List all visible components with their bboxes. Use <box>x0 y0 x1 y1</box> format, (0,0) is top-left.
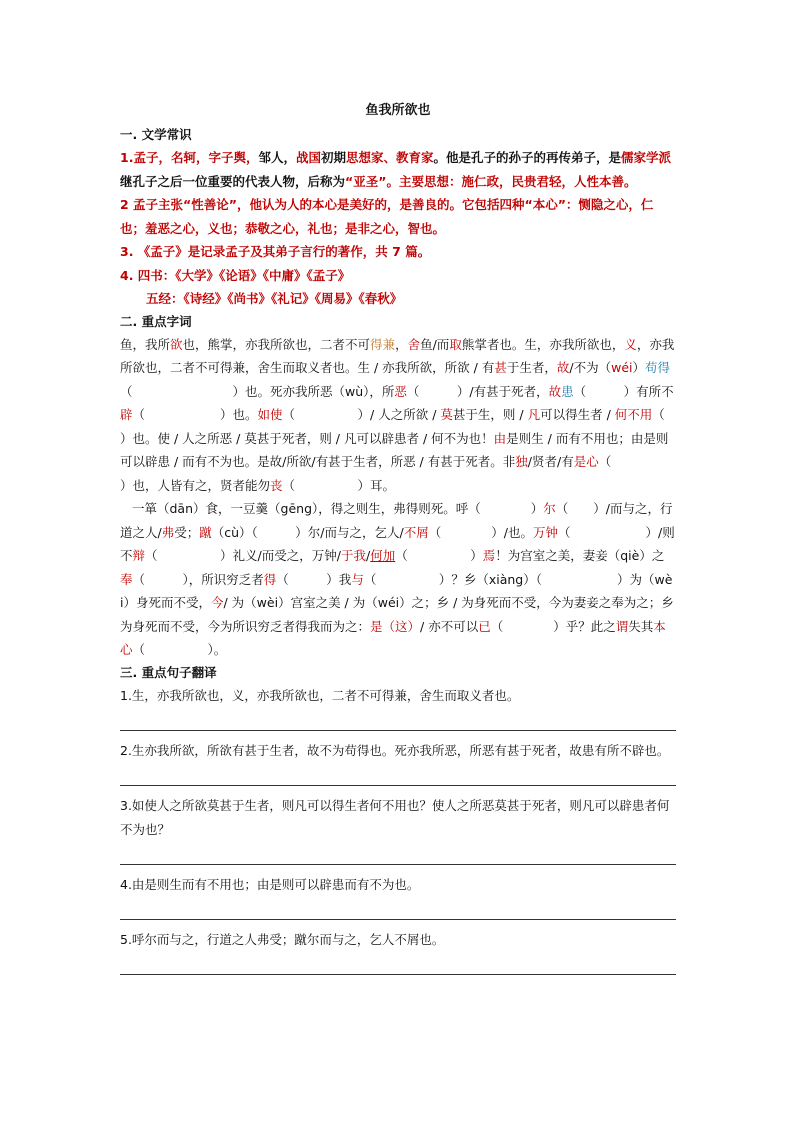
translation-sentence-3: 3.如使人之所欲莫甚于生者，则凡可以得生者何不用也？使人之所恶莫甚于死者，则凡可以辟患者何不为也？ <box>120 797 670 837</box>
text-run: 恶 <box>394 383 407 399</box>
text-run: 。主要思想： <box>386 173 462 189</box>
literature-paragraph-3: 3. 《孟子》是记录孟子及其弟子言行的著作，共 7 篇。 <box>120 244 431 259</box>
text-run: （ ）/ 人之所欲 / <box>282 407 441 422</box>
literature-paragraph-1 <box>120 146 676 193</box>
text-run: 不屑 <box>403 524 429 540</box>
text-run: 得兼 <box>370 336 396 352</box>
text-run: 继孔子之后一位重要的代表人物，后称为 <box>120 173 346 189</box>
text-run: 甚于生，则 / <box>452 407 528 422</box>
text-run: 何加 <box>370 548 396 563</box>
keywords-paragraph-1 <box>120 333 740 498</box>
text-run: 受； <box>174 524 200 540</box>
section-heading-keywords: 二. 重点字词 <box>120 313 192 329</box>
text-run: 凡 <box>527 407 541 422</box>
text-run: / 亦不可以 <box>420 618 479 634</box>
text-run: （ ）乎？此之 <box>490 618 616 634</box>
text-run: / 为（wèi）宫室之美 / 为（wéi）之；乡 / 为身死而不受，今为妻妾之奉为之；乡为身死而不受，今为所识穷乏者得我而为之： <box>120 595 674 634</box>
translation-sentence-1: 1.生，亦我所欲也，义，亦我所欲也，二者不可得兼，舍生而取义者也。 <box>120 687 520 703</box>
text-run: /贤者/有 <box>527 454 574 469</box>
text-run: （ ）礼义/而受之，万钟/ <box>145 548 341 563</box>
text-run: 也，熊掌，亦我所欲也，二者不可 <box>182 336 371 352</box>
five-classics-line: 五经：《诗经》《尚书》《礼记》《周易》《春秋》 <box>146 291 403 306</box>
text-run: （ ）也。 <box>132 407 258 422</box>
text-run: 丧 <box>270 477 283 493</box>
text-run: 苟得 <box>645 360 671 375</box>
text-run: （ ）/有甚于死者， <box>406 383 549 399</box>
text-run: 得 <box>263 571 277 587</box>
text-run: 儒家学派 <box>621 150 672 165</box>
worksheet-page <box>120 100 740 983</box>
text-run: 故 <box>548 383 562 399</box>
text-run: ，亦我所欲也，二者不可得兼，舍生而取义者也。生 / 亦我所欲，所欲 / 有 <box>120 336 675 375</box>
text-run: （ ）也。使 / 人之所恶 / 莫甚于死者，则 / 凡可以辟患者 / 何不为也！ <box>120 407 740 446</box>
text-run: 奉 <box>120 571 133 587</box>
literature-paragraph-2 <box>120 193 676 240</box>
text-run: 鱼/而 <box>420 336 450 352</box>
text-run: wéi <box>611 360 633 375</box>
answer-line-5[interactable] <box>120 952 676 975</box>
text-run: （ ）也。死亦我所恶（wù），所 <box>120 383 395 399</box>
translation-sentence-4: 4.由是则生而有不用也；由是则可以辟患而有不为也。 <box>120 876 420 892</box>
text-run: （ ）我 <box>276 571 352 587</box>
section-heading-literature: 一. 文学常识 <box>120 127 192 142</box>
text-run: 已 <box>478 618 491 634</box>
answer-line-3[interactable] <box>120 842 676 865</box>
text-run: 可以得生者 / <box>540 407 615 422</box>
text-run: 取 <box>449 336 462 352</box>
four-books-line: 4. 四书：《大学》《论语》《中庸》《孟子》 <box>120 267 351 283</box>
text-run: （ ）耳。 <box>282 477 396 493</box>
text-run: 思想家、教育家 <box>346 150 434 165</box>
text-run: 尔 <box>543 501 556 516</box>
text-run: / <box>365 548 371 563</box>
text-run: 辟 <box>120 407 133 422</box>
document-title: 鱼我所欲也 <box>365 103 431 118</box>
text-run: 于我 <box>340 548 366 563</box>
text-run: “亚圣” <box>345 173 387 189</box>
answer-line-1[interactable] <box>120 708 676 731</box>
text-run: （cù）（ ）尔/而与之，乞人/ <box>211 524 404 540</box>
text-run: 本心 <box>120 618 666 657</box>
text-run: 弗 <box>161 524 175 540</box>
text-run: 熊掌者也。生，亦我所欲也， <box>461 336 625 352</box>
text-run: 莫 <box>440 407 453 422</box>
translation-sentence-2: 2.生亦我所欲，所欲有甚于生者，故不为苟得也。死亦我所恶，所恶有甚于死者，故患有所不辟也。 <box>120 742 670 758</box>
text-run: 是则生 / 而有不用也；由是则可以辟患 / 而有不为也。是故/所欲/有甚于生者，所恶 / 有甚于死者。非 <box>120 430 669 469</box>
text-run: （ ）/则不 <box>120 524 675 563</box>
text-run: 与 <box>351 571 364 587</box>
text-run: 施仁政，民贵君轻，人性本善。 <box>461 173 637 189</box>
text-run: 是（这） <box>370 618 421 634</box>
translation-sentence-5: 5.呼尔而与之，行道之人弗受；蹴尔而与之，乞人不屑也。 <box>120 931 445 947</box>
text-run: 邹人， <box>258 150 296 165</box>
text-run: （ ）/而与之，行道之人/ <box>120 501 673 540</box>
text-run: 万钟 <box>532 524 558 540</box>
text-run: 蹴 <box>199 524 212 540</box>
text-run: 鱼，我所 <box>120 336 171 352</box>
answer-line-4[interactable] <box>120 897 676 920</box>
text-run: （ ）有所不 <box>573 383 674 399</box>
text-run: （ ）？乡（xiàng）（ ）为（wèi）身死而不受， <box>120 571 673 610</box>
text-run: 今 <box>210 595 224 610</box>
answer-line-2[interactable] <box>120 763 676 786</box>
text-run: 如使 <box>257 407 283 422</box>
text-run: 初期 <box>320 150 346 165</box>
text-run: ） <box>632 360 645 375</box>
text-run: 舍 <box>407 336 421 352</box>
text-run: /不为（ <box>569 360 612 375</box>
text-run: 恻隐之心，仁也；羞恶之心，义也；恭敬之心，礼也；是非之心，智也。 <box>120 197 654 236</box>
translation-list <box>120 684 676 975</box>
text-run: ！为宫室之美，妻妾（qiè）之 <box>495 548 665 563</box>
text-run: 2 孟子主张“性善论”，他认为人的本心是美好的，是善良的。它包括四种“本心”： <box>120 197 579 212</box>
text-run: 。他是孔子的孙子的再传弟子，是 <box>433 150 622 165</box>
text-run: ， <box>395 336 408 352</box>
text-run: 谓 <box>615 618 629 634</box>
text-run: 患 <box>561 383 574 399</box>
text-run: 甚 <box>494 360 507 375</box>
text-run: 战国 <box>295 150 321 165</box>
text-run: 独 <box>515 454 528 469</box>
text-run: 故 <box>556 360 570 375</box>
text-run: 失其 <box>628 618 654 634</box>
text-run: （ ）。 <box>132 642 227 657</box>
text-run: （ ） <box>395 548 483 563</box>
section-heading-translation: 三. 重点句子翻译 <box>120 664 217 680</box>
text-run: 一箪（dān）食，一豆羹（gēng），得之则生，弗得则死。呼（ ） <box>132 501 544 516</box>
text-run: 1.孟子，名轲，字子舆， <box>120 150 259 165</box>
text-run: 何不用 <box>614 407 653 422</box>
text-run: （ ）也，人皆有之，贤者能勿 <box>120 454 674 493</box>
text-run: （ ），所识穷乏者 <box>132 571 264 587</box>
text-run: 焉 <box>482 548 496 563</box>
text-run: 是心 <box>573 454 599 469</box>
text-run: 辩 <box>132 548 146 563</box>
text-run: 于生者， <box>506 360 557 375</box>
text-run: 欲 <box>170 336 183 352</box>
keywords-paragraph-2 <box>120 497 676 662</box>
text-run: 义 <box>624 336 637 352</box>
text-run: 由 <box>493 430 507 446</box>
text-run: （ ）/也。 <box>428 524 533 540</box>
